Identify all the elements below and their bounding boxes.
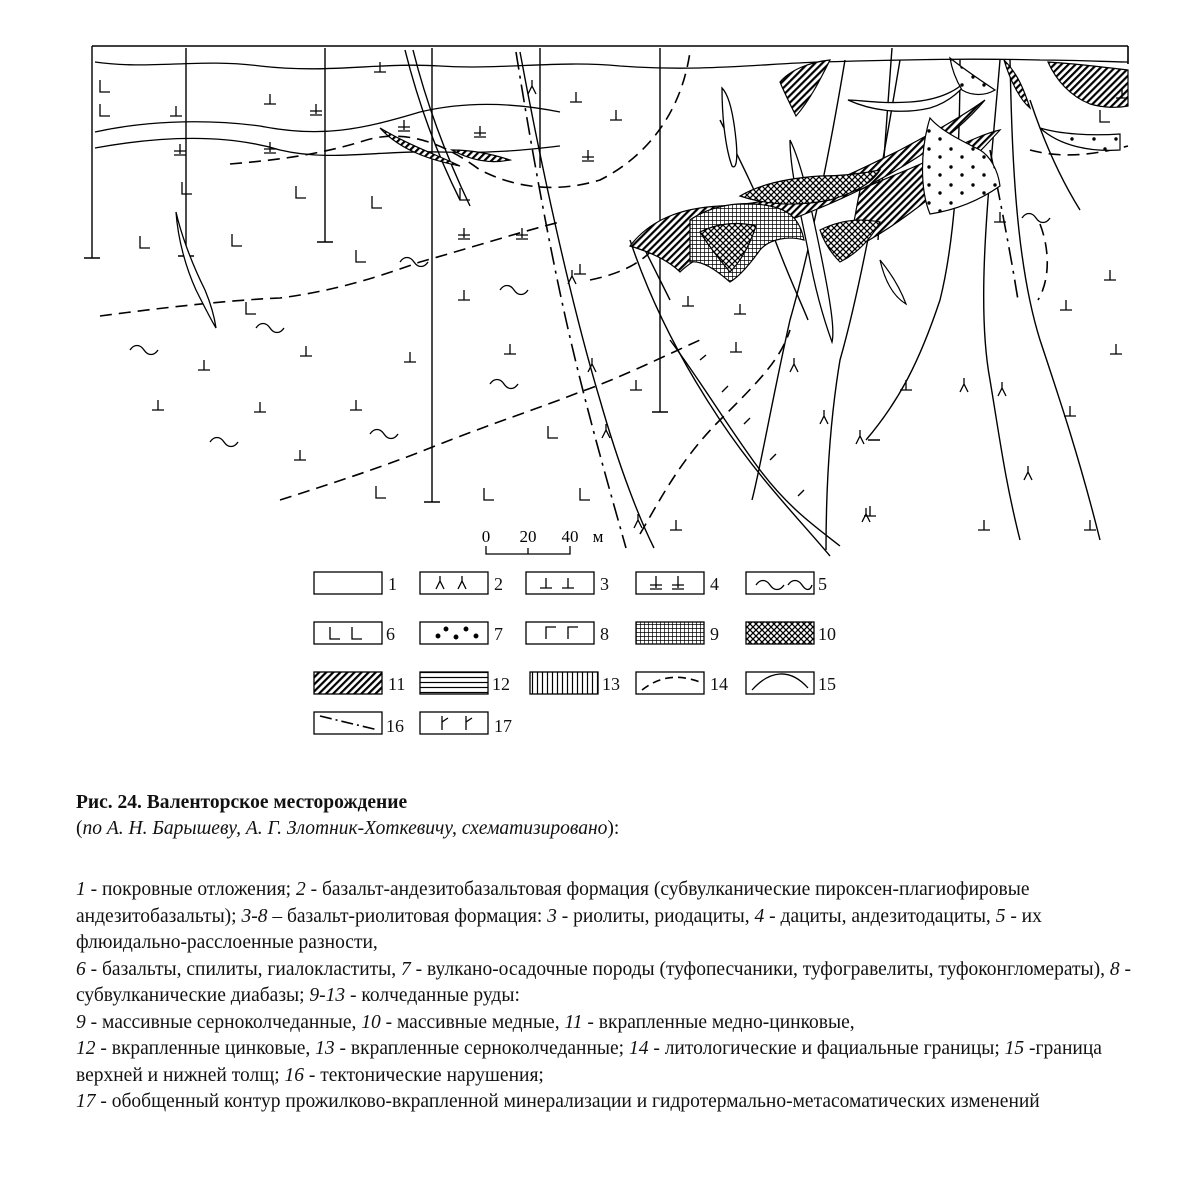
rock-symbols	[100, 62, 1128, 530]
legend-number-9: 9	[710, 624, 719, 644]
legend-item-2	[420, 572, 488, 594]
legend-number-17: 17	[494, 716, 512, 736]
ore-bodies	[380, 58, 1128, 304]
legend-number-16: 16	[386, 716, 404, 736]
legend-item-4	[636, 572, 704, 594]
legend-item-6	[314, 622, 382, 644]
desc-num-3-8: 3-8	[241, 905, 268, 927]
legend-number-4: 4	[710, 574, 719, 594]
legend-item-10	[746, 622, 814, 644]
legend-item-11	[314, 672, 382, 694]
legend-item-3	[526, 572, 594, 594]
desc-text-9: - массивные серноколчеданные,	[85, 1011, 362, 1033]
scale-tick-40: 40	[561, 527, 579, 546]
desc-text-7: - вулкано-осадочные породы (туфопесчаники, туфогравелиты, туфоконгломераты),	[410, 958, 1110, 980]
byline-authors: по А. Н. Барышеву, А. Г. Злотник-Хоткевичу, схематизировано	[82, 818, 608, 839]
legend-item-8	[526, 622, 594, 644]
desc-num-11: 11	[564, 1011, 583, 1033]
legend-number-15: 15	[818, 674, 836, 694]
legend-description	[76, 877, 1146, 1116]
legend-item-15	[746, 672, 814, 694]
desc-num-17: 17	[76, 1091, 96, 1112]
byline-close: ):	[607, 818, 620, 839]
scale-bar	[482, 527, 604, 554]
desc-text-11: - вкрапленные медно-цинковые,	[582, 1011, 855, 1033]
desc-num-14: 14	[628, 1038, 649, 1059]
scale-tick-0: 0	[481, 527, 491, 546]
legend-number-11: 11	[388, 674, 406, 694]
legend-number-14: 14	[710, 674, 728, 694]
desc-text-2: - базальт-андезитобазальтовая формация (субвулканические пироксен-плагиофировые андезитобазальты);	[76, 879, 1030, 927]
fault-lines	[405, 50, 1100, 556]
desc-num-9: 9	[76, 1011, 86, 1033]
desc-num-16: 16	[284, 1064, 305, 1086]
desc-num-10: 10	[361, 1011, 381, 1033]
desc-text-6: - базальты, спилиты, гиалокластиты,	[85, 958, 402, 980]
desc-text-1: - покровные отложения;	[85, 879, 296, 900]
desc-text-4: - дациты, андезитодациты,	[764, 905, 996, 927]
legend	[314, 572, 814, 734]
desc-num-4: 4	[754, 905, 765, 927]
desc-num-3: 3	[547, 905, 557, 927]
desc-num-9-13: 9-13	[309, 985, 346, 1006]
figure-caption	[76, 790, 1136, 842]
legend-item-17	[420, 712, 488, 734]
legend-item-9	[636, 622, 704, 644]
desc-num-1: 1	[76, 879, 86, 900]
legend-item-16	[314, 712, 382, 734]
legend-number-5: 5	[818, 574, 827, 594]
legend-item-5	[746, 572, 814, 594]
legend-item-12	[420, 672, 488, 694]
facies-boundaries	[100, 52, 1128, 534]
mineralization-contour	[640, 240, 840, 546]
desc-num-12: 12	[76, 1038, 96, 1059]
scale-unit: м	[592, 527, 604, 546]
figure-byline	[76, 816, 1136, 842]
desc-text-12: - вкрапленные цинковые,	[95, 1038, 316, 1059]
desc-num-15: 15	[1004, 1038, 1025, 1059]
desc-text-10: - массивные медные,	[380, 1011, 565, 1033]
legend-number-13: 13	[602, 674, 620, 694]
desc-num-8: 8	[1109, 958, 1120, 980]
desc-text-16: - тектонические нарушения;	[304, 1064, 544, 1086]
desc-num-5: 5	[995, 905, 1006, 927]
legend-number-6: 6	[386, 624, 395, 644]
legend-number-7: 7	[494, 624, 503, 644]
legend-number-3: 3	[600, 574, 609, 594]
desc-text-9-13: - колчеданные руды:	[345, 985, 520, 1006]
legend-item-1	[314, 572, 382, 594]
desc-num-6: 6	[76, 958, 86, 980]
desc-text-8: - субвулканические диабазы;	[76, 958, 1131, 1006]
desc-text-3: - риолиты, риодациты,	[556, 905, 755, 927]
legend-item-13	[530, 672, 598, 694]
scale-tick-20: 20	[519, 527, 537, 546]
legend-number-1: 1	[388, 574, 397, 594]
desc-num-13: 13	[315, 1038, 335, 1059]
desc-text-13: - вкрапленные серноколчеданные;	[334, 1038, 629, 1059]
desc-num-2: 2	[295, 879, 306, 900]
desc-text-15: -граница верхней и нижней толщ;	[76, 1038, 1102, 1086]
figure-title: Рис. 24. Валенторское месторождение	[76, 792, 408, 813]
boreholes	[178, 48, 892, 502]
legend-number-10: 10	[818, 624, 836, 644]
desc-text-14: - литологические и фациальные границы;	[648, 1038, 1005, 1059]
desc-text-17: - обобщенный контур прожилково-вкрапленной минерализации и гидротермально-метасоматических изменений	[95, 1091, 1040, 1112]
byline-open: (	[76, 818, 83, 839]
desc-text-5: - их флюидально-расслоенные разности,	[76, 905, 1042, 953]
legend-number-2: 2	[494, 574, 503, 594]
legend-item-7	[420, 622, 488, 644]
desc-num-7: 7	[401, 958, 411, 980]
desc-text-3-8: – базальт-риолитовая формация:	[267, 905, 548, 927]
legend-item-14	[636, 672, 704, 694]
legend-number-12: 12	[492, 674, 510, 694]
legend-number-8: 8	[600, 624, 609, 644]
